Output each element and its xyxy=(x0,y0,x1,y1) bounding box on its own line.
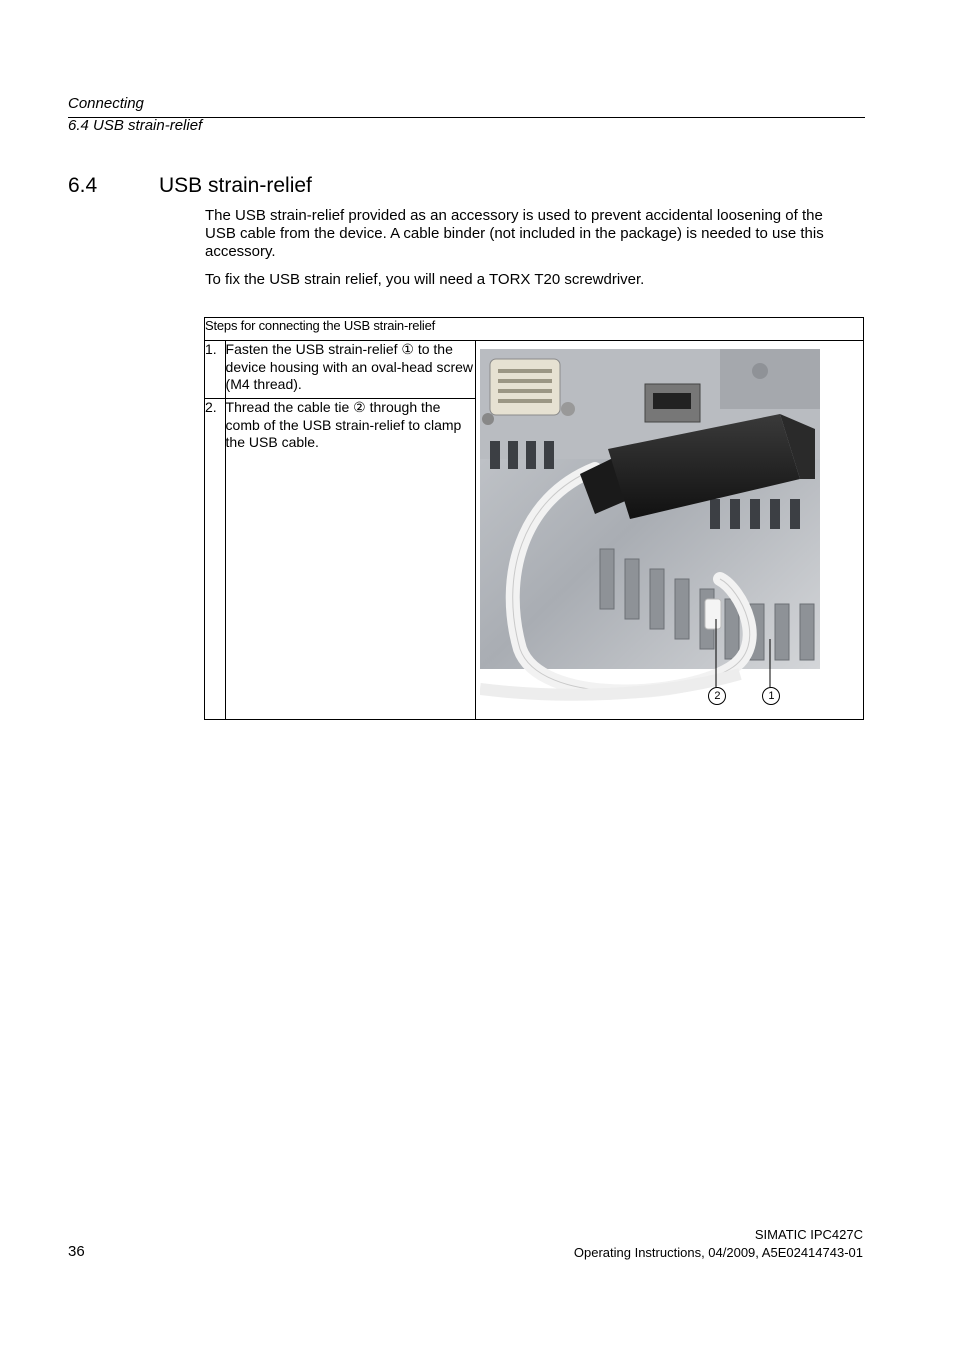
intro-paragraph: The USB strain-relief provided as an accessory is used to prevent accidental loosening of the USB cable from the device. A cable binder (not included in the package) is needed to use this accessory. xyxy=(205,207,824,260)
step-text: Thread the cable tie ② through the comb of the USB strain-relief to clamp the USB cable. xyxy=(225,399,476,720)
callout-strain-relief: 1 xyxy=(762,687,780,705)
table-row xyxy=(205,341,864,399)
footer-document-id: Operating Instructions, 04/2009, A5E02414743-01 xyxy=(573,1245,863,1260)
section-number: 6.4 xyxy=(68,174,98,197)
running-header-chapter: Connecting xyxy=(68,95,144,112)
tool-requirement-paragraph: To fix the USB strain relief, you will need a TORX T20 screwdriver. xyxy=(205,271,645,288)
page-number: 36 xyxy=(68,1243,85,1260)
running-header-section: 6.4 USB strain-relief xyxy=(68,117,203,134)
footer-product: SIMATIC IPC427C xyxy=(754,1227,863,1242)
callout-cable-tie: 2 xyxy=(708,687,726,705)
step-number: 1. xyxy=(205,341,226,399)
steps-table xyxy=(204,317,864,720)
usb-strain-relief-photo xyxy=(476,341,852,719)
step-text: Fasten the USB strain-relief ① to the device housing with an oval-head screw (M4 thread). xyxy=(225,341,476,399)
section-title: USB strain-relief xyxy=(159,174,312,197)
steps-table-caption: Steps for connecting the USB strain-relief xyxy=(205,318,864,341)
step-number: 2. xyxy=(205,399,226,720)
figure-cell xyxy=(476,341,864,720)
usb-strain-relief-illustration xyxy=(480,349,820,705)
